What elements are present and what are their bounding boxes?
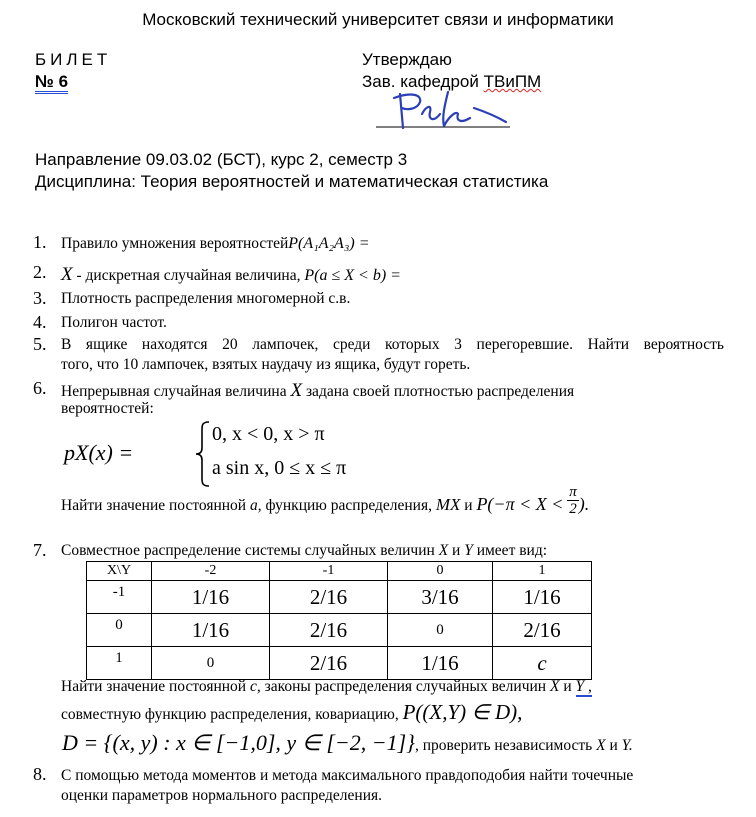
table-cell: 1/16 — [152, 614, 270, 647]
question-number: 7. — [33, 540, 47, 560]
question-2: X - дискретная случайная величина, P(a ≤ X < b) = — [61, 264, 401, 285]
question-5-line-1: В ящике находятся 20 лампочек, среди которых 3 перегоревшие. Найти вероятность — [61, 336, 724, 353]
question-number: 6. — [33, 378, 47, 398]
table-row-label: 1 — [87, 647, 152, 680]
density-case-1: 0, x < 0, x > π — [212, 423, 325, 445]
table-header-cell: -2 — [152, 562, 270, 581]
table-cell: 2/16 — [270, 647, 388, 680]
table-header-cell: -1 — [270, 562, 388, 581]
discipline-line: Дисциплина: Теория вероятностей и математическая статистика — [35, 172, 549, 191]
brace-icon — [193, 420, 213, 488]
ticket-number: № 6 — [35, 72, 68, 92]
joint-distribution-table — [86, 561, 592, 680]
question-7-line-1: Совместное распределение системы случайных величин X и Y имеет вид: — [61, 542, 548, 559]
table-header-cell: X\Y — [87, 562, 152, 581]
question-5-line-2: того, что 10 лампочек, взятых наудачу из ящика, будут гореть. — [61, 356, 471, 373]
question-6-line-2: вероятностей: — [61, 400, 154, 417]
table-cell: 3/16 — [388, 581, 493, 614]
table-cell: 0 — [388, 614, 493, 647]
table-cell: 1/16 — [493, 581, 592, 614]
university-title: Московский технический университет связи и информатики — [142, 10, 614, 29]
question-number: 2. — [33, 262, 47, 282]
question-number: 8. — [33, 764, 47, 784]
question-7-task-1: Найти значение постоянной c, законы распределения случайных величин X и Y , — [61, 678, 592, 695]
table-row — [87, 647, 592, 680]
signature-image — [370, 88, 520, 133]
head-of-department: Зав. кафедрой ТВиПМ — [362, 72, 542, 91]
table-header-cell: 0 — [388, 562, 493, 581]
table-row-label: 0 — [87, 614, 152, 647]
question-8-line-1: С помощью метода моментов и метода максимального правдоподобия найти точечные — [61, 767, 634, 784]
density-case-2: a sin x, 0 ≤ x ≤ π — [212, 457, 347, 479]
table-row — [87, 614, 592, 647]
question-number: 4. — [33, 312, 47, 332]
question-7-task-2: совместную функцию распределения, ковариацию, P((X,Y) ∈ D), — [61, 700, 523, 724]
table-cell: 0 — [152, 647, 270, 680]
question-number: 3. — [33, 288, 47, 308]
table-cell: 2/16 — [270, 581, 388, 614]
question-8-line-2: оценки параметров нормального распределения. — [61, 787, 382, 804]
approve-label: Утверждаю — [362, 50, 452, 69]
table-header-row — [87, 562, 592, 581]
question-number: 5. — [33, 334, 47, 354]
ticket-label: БИЛЕТ — [35, 50, 112, 69]
table-cell: 2/16 — [270, 614, 388, 647]
question-1: Правило умножения вероятностейP(A₁A₂A₃) = — [61, 235, 370, 252]
table-cell: 1/16 — [152, 581, 270, 614]
table-row — [87, 581, 592, 614]
density-formula — [62, 420, 362, 490]
question-6-task: Найти значение постоянной a, функцию распределения, MX и P(−π < X < $\frac{\pi}{2}$ ). — [61, 484, 590, 518]
direction-line: Направление 09.03.02 (БСТ), курс 2, семестр 3 — [35, 150, 408, 169]
table-cell: 1/16 — [388, 647, 493, 680]
table-header-cell: 1 — [493, 562, 592, 581]
question-7-task-3: D = {(x, y) : x ∈ [−1,0], y ∈ [−2, −1]}, проверить независимость X и Y. — [62, 730, 633, 755]
density-lhs: pX(x) = — [64, 440, 134, 465]
question-3: Плотность распределения многомерной с.в. — [61, 290, 351, 307]
question-number: 1. — [33, 232, 47, 252]
table-cell: 2/16 — [493, 614, 592, 647]
table-row-label: -1 — [87, 581, 152, 614]
question-6-line-1: Непрерывная случайная величина X задана своей плотностью распределения — [61, 380, 575, 401]
question-4: Полигон частот. — [61, 314, 167, 331]
table-cell: c — [493, 647, 592, 680]
